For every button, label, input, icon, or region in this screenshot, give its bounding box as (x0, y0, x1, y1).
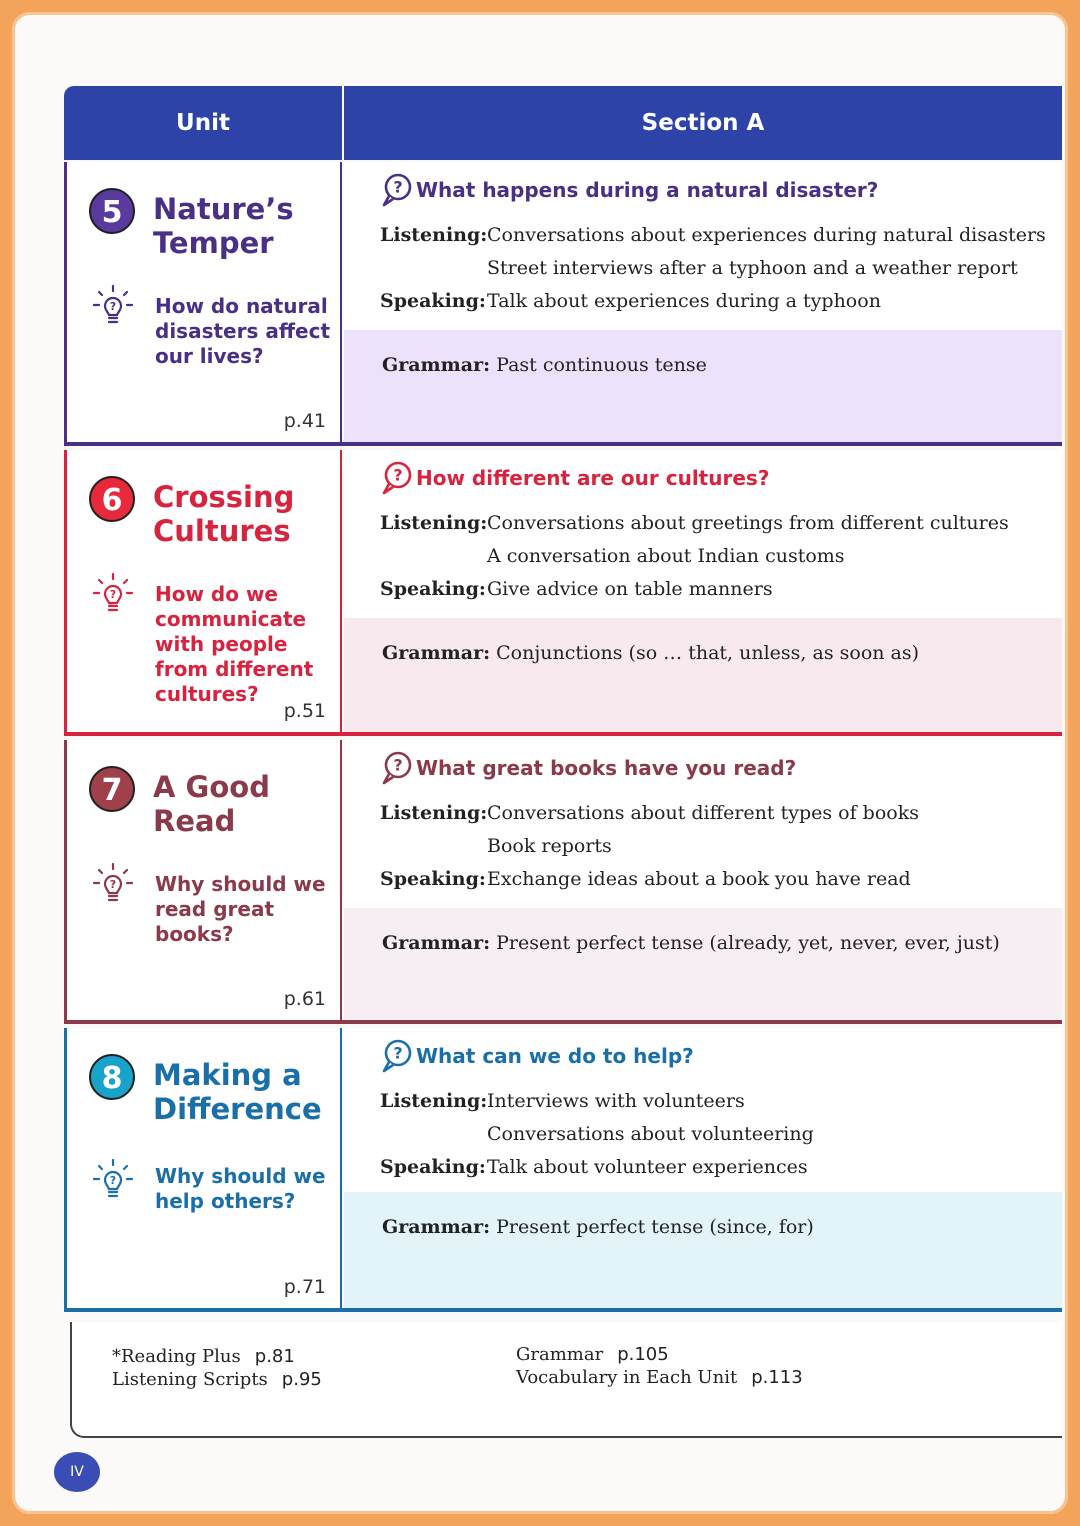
speaking-label: Speaking: (380, 1156, 486, 1178)
unit-title (153, 1058, 322, 1126)
speaking-item: Talk about volunteer experiences (487, 1156, 808, 1178)
section-question (380, 1038, 694, 1074)
listening-item: Conversations about greetings from different cultures (487, 512, 1009, 534)
skills-list (380, 1090, 814, 1189)
grammar-line (382, 354, 707, 376)
footer-index (70, 1322, 1062, 1438)
unit-page-link[interactable]: p.51 (283, 700, 326, 722)
grammar-label: Grammar: (382, 932, 491, 954)
grammar-band (344, 908, 1062, 1024)
section-question-text: What great books have you read? (416, 756, 797, 780)
svg-text:?: ? (109, 878, 117, 891)
reading-plus-label: *Reading Plus (112, 1346, 241, 1367)
unit-number-badge: 5 (89, 188, 135, 234)
lightbulb-question-icon (93, 284, 133, 328)
speaking-item: Give advice on table manners (487, 578, 773, 600)
row-divider (64, 1020, 1062, 1024)
unit-title-line1: A Good (153, 770, 270, 804)
section-question-text: What can we do to help? (416, 1044, 694, 1068)
unit-row (64, 450, 1062, 736)
lightbulb-question-icon (93, 1158, 133, 1202)
unit-title-line2: Difference (153, 1092, 322, 1126)
grammar-index-page[interactable]: p.105 (617, 1344, 669, 1365)
question-bubble-icon (380, 460, 414, 496)
unit-title-line1: Crossing (153, 480, 295, 514)
unit-row (64, 740, 1062, 1024)
svg-text:?: ? (109, 1174, 117, 1187)
footer-col-left (112, 1346, 322, 1392)
listening-item: Conversations about experiences during natural disasters (487, 224, 1046, 246)
unit-big-question: How do we communicate with people from different cultures? (155, 582, 314, 706)
header-section-a: Section A (641, 110, 765, 136)
unit-info-cell (64, 450, 342, 736)
section-a-content (344, 740, 1062, 908)
speaking-label: Speaking: (380, 290, 486, 312)
unit-title (153, 480, 294, 548)
lightbulb-question-icon (93, 862, 133, 906)
grammar-label: Grammar: (382, 354, 491, 376)
question-bubble-icon (380, 750, 414, 786)
grammar-line (382, 642, 919, 664)
grammar-band (344, 330, 1062, 446)
section-question (380, 172, 878, 208)
header-unit: Unit (64, 86, 344, 160)
svg-text:?: ? (393, 177, 403, 197)
unit-number-badge: 8 (89, 1054, 135, 1100)
unit-info-cell (64, 740, 342, 1024)
unit-number-badge: 7 (89, 766, 135, 812)
section-question-text: How different are our cultures? (416, 466, 770, 490)
section-a-cell (344, 740, 1062, 1024)
unit-title-line1: Nature’s (153, 192, 294, 226)
unit-page-link[interactable]: p.61 (283, 988, 326, 1010)
unit-title-line2: Cultures (153, 514, 291, 548)
skills-list (380, 802, 919, 901)
section-a-content (344, 162, 1062, 330)
svg-text:?: ? (393, 465, 403, 485)
row-divider (64, 732, 1062, 736)
question-bubble-icon (380, 1038, 414, 1074)
vocabulary-label: Vocabulary in Each Unit (516, 1367, 738, 1388)
listening-item: Conversations about volunteering (487, 1123, 814, 1145)
grammar-item: Past continuous tense (496, 354, 707, 376)
grammar-label: Grammar: (382, 642, 491, 664)
unit-title (153, 770, 270, 838)
svg-text:?: ? (393, 755, 403, 775)
speaking-item: Exchange ideas about a book you have read (487, 868, 911, 890)
grammar-index-label: Grammar (516, 1344, 604, 1365)
section-a-cell (344, 162, 1062, 446)
listening-label: Listening: (380, 802, 488, 824)
listening-item: Conversations about different types of books (487, 802, 919, 824)
section-a-cell (344, 450, 1062, 736)
row-divider (64, 442, 1062, 446)
unit-row (64, 1028, 1062, 1312)
grammar-band (344, 618, 1062, 736)
grammar-line (382, 1216, 814, 1238)
grammar-item: Present perfect tense (already, yet, never, ever, just) (496, 932, 1000, 954)
listening-scripts-page[interactable]: p.95 (281, 1369, 322, 1390)
listening-label: Listening: (380, 224, 488, 246)
table-header (64, 86, 1062, 160)
section-a-cell (344, 1028, 1062, 1312)
speaking-label: Speaking: (380, 578, 486, 600)
unit-info-cell (64, 162, 342, 446)
listening-label: Listening: (380, 1090, 488, 1112)
footer-col-right (516, 1344, 803, 1390)
listening-item: Book reports (487, 835, 612, 857)
question-bubble-icon (380, 172, 414, 208)
svg-text:?: ? (109, 300, 117, 313)
unit-title-line1: Making a (153, 1058, 302, 1092)
listening-item: A conversation about Indian customs (487, 545, 845, 567)
unit-title-line2: Temper (153, 226, 274, 260)
speaking-label: Speaking: (380, 868, 486, 890)
section-question-text: What happens during a natural disaster? (416, 178, 879, 202)
grammar-band (344, 1192, 1062, 1312)
page-number-badge: IV (54, 1452, 100, 1492)
unit-info-cell (64, 1028, 342, 1312)
reading-plus-page[interactable]: p.81 (254, 1346, 295, 1367)
unit-title-line2: Read (153, 804, 236, 838)
grammar-line (382, 932, 1000, 954)
svg-text:?: ? (393, 1043, 403, 1063)
unit-title (153, 192, 294, 260)
section-a-content (344, 450, 1062, 618)
unit-page-link[interactable]: p.71 (283, 1276, 326, 1298)
unit-number-badge: 6 (89, 476, 135, 522)
grammar-label: Grammar: (382, 1216, 491, 1238)
listening-item: Interviews with volunteers (487, 1090, 745, 1112)
section-question (380, 460, 769, 496)
speaking-item: Talk about experiences during a typhoon (487, 290, 881, 312)
unit-big-question: Why should we read great books? (155, 872, 326, 946)
svg-text:?: ? (109, 588, 117, 601)
unit-big-question: How do natural disasters affect our lives? (155, 294, 331, 368)
grammar-item: Present perfect tense (since, for) (496, 1216, 814, 1238)
lightbulb-question-icon (93, 572, 133, 616)
section-a-content (344, 1028, 1062, 1192)
unit-page-link[interactable]: p.41 (283, 410, 326, 432)
listening-item: Street interviews after a typhoon and a weather report (487, 257, 1018, 279)
section-question (380, 750, 796, 786)
listening-label: Listening: (380, 512, 488, 534)
grammar-item: Conjunctions (so … that, unless, as soon as) (496, 642, 920, 664)
unit-row (64, 162, 1062, 446)
unit-big-question: Why should we help others? (155, 1164, 326, 1213)
row-divider (64, 1308, 1062, 1312)
skills-list (380, 224, 1046, 323)
vocabulary-page[interactable]: p.113 (751, 1367, 803, 1388)
listening-scripts-label: Listening Scripts (112, 1369, 268, 1390)
skills-list (380, 512, 1009, 611)
